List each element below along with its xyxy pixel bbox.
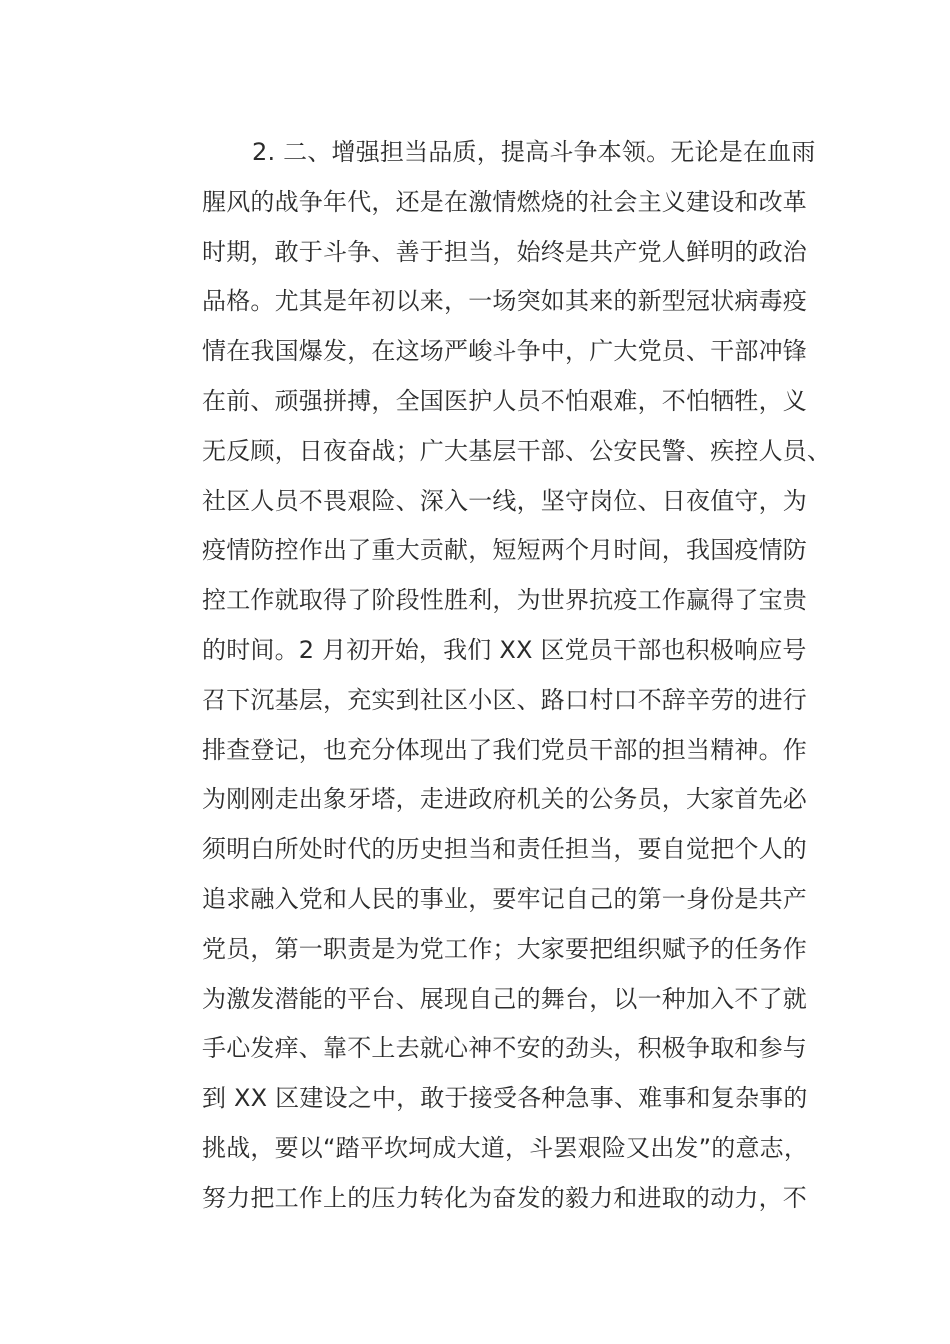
- paragraph-line: 为刚刚走出象牙塔，走进政府机关的公务员，大家首先必: [202, 785, 807, 814]
- paragraph-line: 召下沉基层，充实到社区小区、路口村口不辞辛劳的进行: [202, 685, 807, 714]
- paragraph-line: 控工作就取得了阶段性胜利，为世界抗疫工作赢得了宝贵: [202, 586, 807, 615]
- paragraph-line: 无反顾，日夜奋战；广大基层干部、公安民警、疾控人员、: [202, 436, 832, 465]
- paragraph-line: 追求融入党和人民的事业，要牢记自己的第一身份是共产: [202, 884, 807, 913]
- paragraph-line: 品格。尤其是年初以来，一场突如其来的新型冠状病毒疫: [202, 287, 807, 316]
- paragraph-line: 手心发痒、靠不上去就心神不安的劲头，积极争取和参与: [202, 1034, 807, 1063]
- paragraph-line: 疫情防控作出了重大贡献，短短两个月时间，我国疫情防: [202, 536, 807, 565]
- paragraph-line: 努力把工作上的压力转化为奋发的毅力和进取的动力，不: [202, 1183, 807, 1212]
- paragraph-line: 在前、顽强拼搏，全国医护人员不怕艰难，不怕牺牲，义: [202, 386, 807, 415]
- paragraph-line: 情在我国爆发，在这场严峻斗争中，广大党员、干部冲锋: [202, 337, 807, 366]
- paragraph-line: 2. 二、增强担当品质，提高斗争本领。无论是在血雨: [252, 138, 816, 166]
- paragraph-line: 到 XX 区建设之中，敢于接受各种急事、难事和复杂事的: [202, 1084, 808, 1113]
- paragraph-line: 党员，第一职责是为党工作；大家要把组织赋予的任务作: [202, 934, 807, 963]
- body-paragraph: [202, 128, 832, 1224]
- paragraph-line: 的时间。2 月初开始，我们 XX 区党员干部也积极响应号: [202, 635, 807, 664]
- paragraph-line: 社区人员不畏艰险、深入一线，坚守岗位、日夜值守，为: [202, 486, 807, 515]
- paragraph-line: 挑战，要以“踏平坎坷成大道，斗罢艰险又出发”的意志，: [202, 1133, 809, 1162]
- paragraph-line: 时期，敢于斗争、善于担当，始终是共产党人鲜明的政治: [202, 237, 807, 266]
- paragraph-line: 腥风的战争年代，还是在激情燃烧的社会主义建设和改革: [202, 187, 807, 216]
- paragraph-line: 排查登记，也充分体现出了我们党员干部的担当精神。作: [202, 735, 807, 764]
- paragraph-line: 为激发潜能的平台、展现自己的舞台，以一种加入不了就: [202, 984, 807, 1013]
- paragraph-line: 须明白所处时代的历史担当和责任担当，要自觉把个人的: [202, 835, 807, 864]
